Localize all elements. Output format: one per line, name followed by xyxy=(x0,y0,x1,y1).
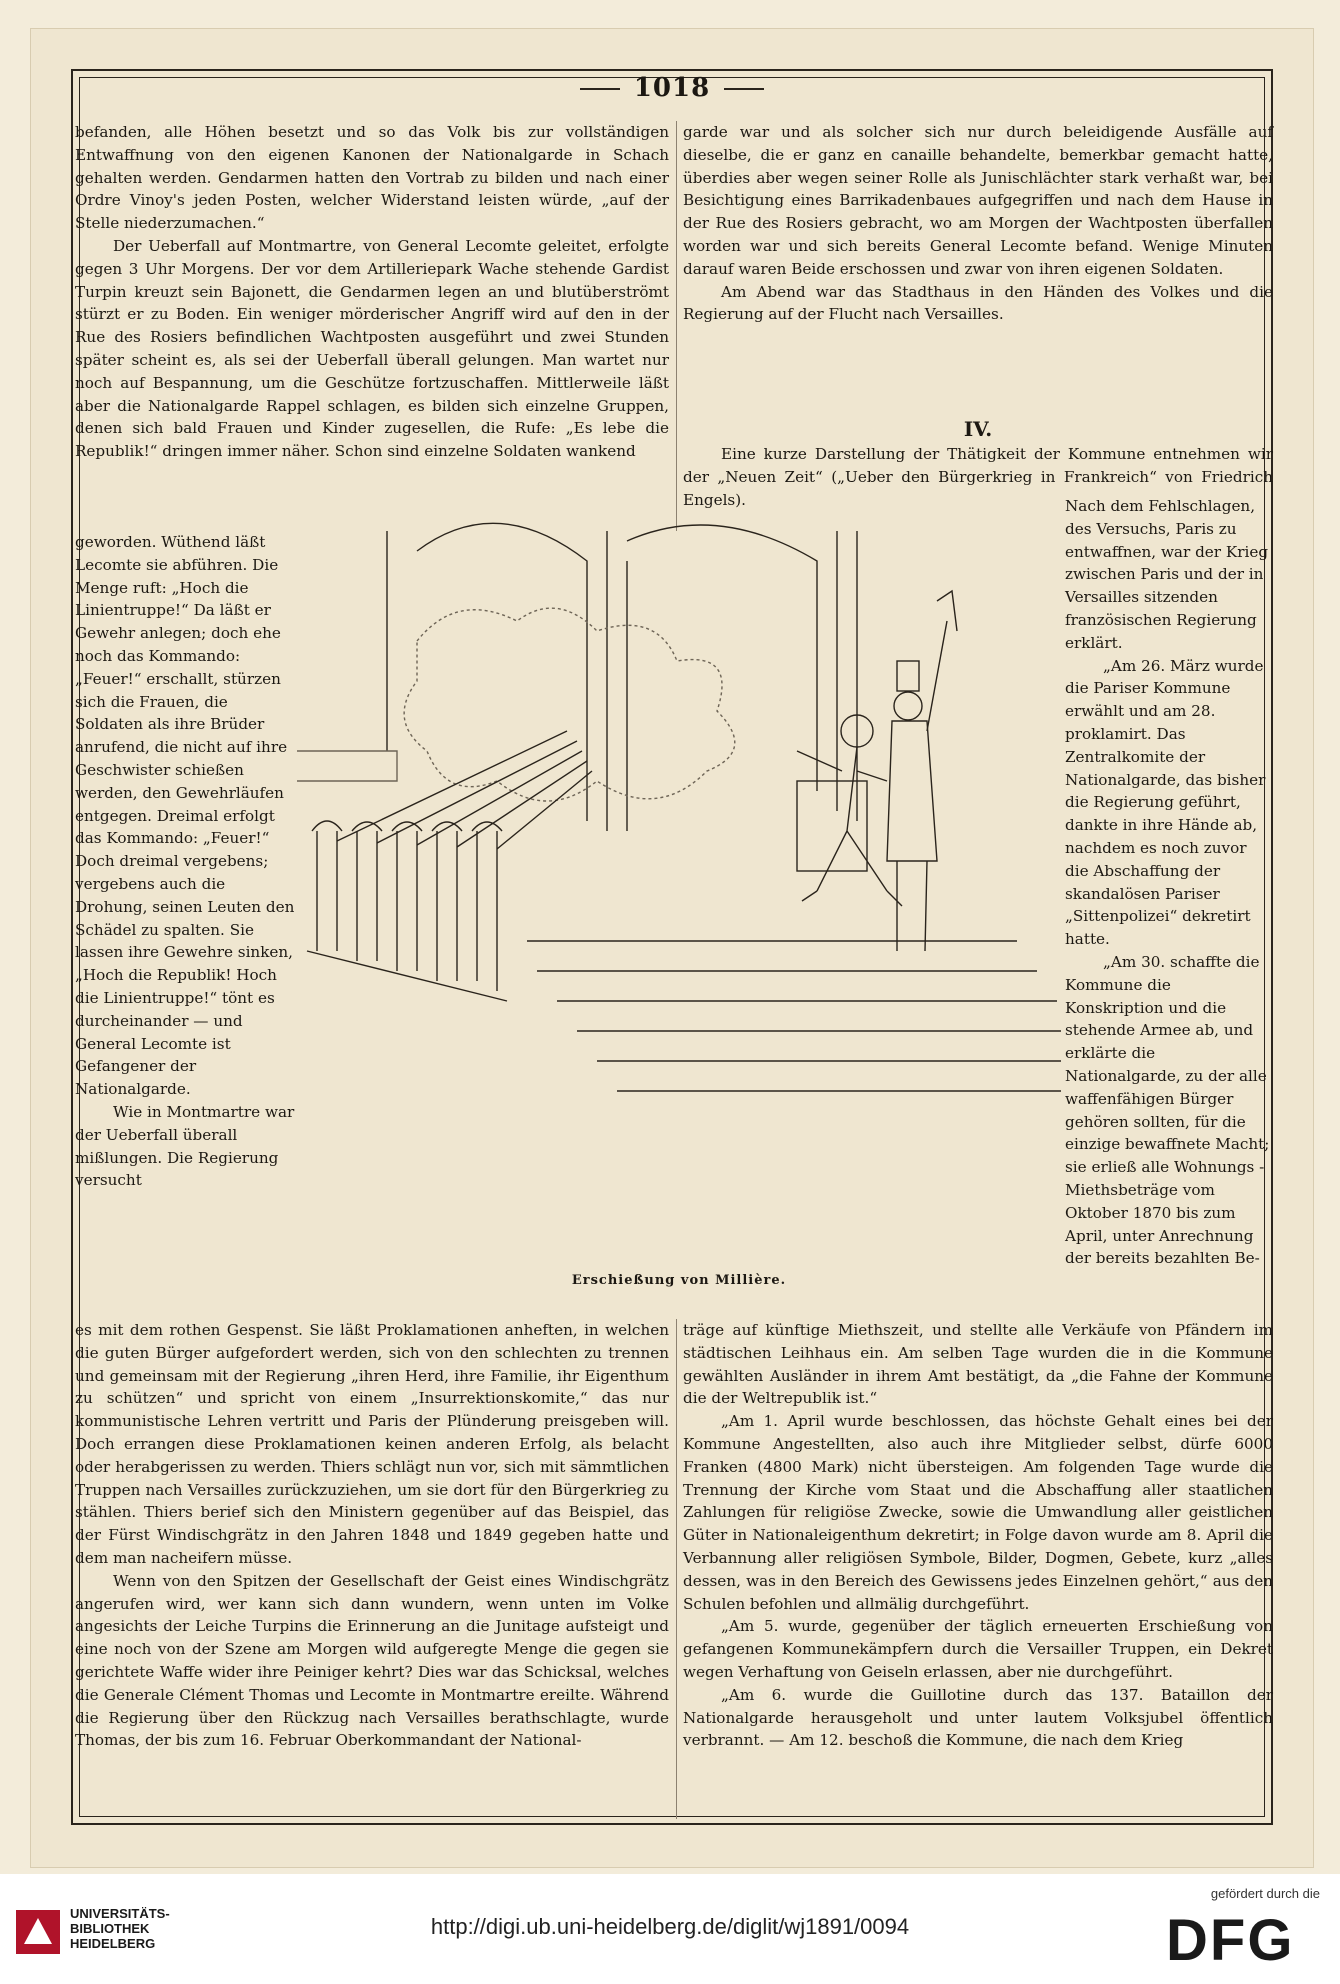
paragraph: Am Abend war das Stadthaus in den Händen des Volkes und die Regierung auf der Flucht nach Versailles. xyxy=(683,282,1273,324)
left-column-narrow xyxy=(75,531,295,1317)
paragraph-lead: Nach dem Fehlschlagen, des Versuchs, Paris zu entwaffnen, xyxy=(1065,497,1256,561)
dfg-logo-text: DFG xyxy=(1166,1908,1295,1973)
library-line-3: HEIDELBERG xyxy=(70,1936,156,1951)
digitization-footer xyxy=(0,1874,1340,1984)
paragraph: „Am 26. März wurde die Pariser Kommune erwählt und am 28. proklamirt. Das Zentralkomite der Nationalgarde, das bisher die Regierung geführt, dankte in ihre Hände ab, nachdem es noch zuvor die Abschaffung der skandalösen Pariser „Sittenpolizei“ dekretirt hatte. xyxy=(1065,656,1266,949)
funded-by-label: gefördert durch die xyxy=(1210,1886,1320,1901)
header-rule-right xyxy=(724,88,764,90)
paragraph: geworden. Wüthend läßt Lecomte sie abführen. Die Menge ruft: „Hoch die Linientruppe!“ Da läßt er Gewehr anlegen; doch ehe noch das Kommando: „Feuer!“ erschallt, stürzen sich die Frauen, die Soldaten als ihre Brüder anrufend, die nicht auf ihre Geschwister schießen werden, den Gewehrläufen entgegen. Dreimal erfolgt das Kommando: „Feuer!“ Doch dreimal vergebens; vergebens auch die Drohung, seinen Leuten den Schädel zu spalten. Sie lassen ihre Gewehre sinken, „Hoch die Republik! Hoch die Linientruppe!“ tönt es durcheinander — und General Lecomte ist Gefangener der Nationalgarde. xyxy=(75,533,295,1099)
right-column-bottom xyxy=(683,1319,1273,1819)
section-iv xyxy=(683,417,1273,509)
right-column-narrow xyxy=(1065,495,1273,1319)
paragraph: befanden, alle Höhen besetzt und so das Volk bis zur vollständigen Entwaffnung von den eigenen Kanonen der Nationalgarde in Schach gehalten werden. Gendarmen hatten den Vortrab zu bilden und nach einer Ordre Vinoy's jeden Posten, welcher Widerstand leisten würde, „auf der Stelle niederzumachen.“ xyxy=(75,123,669,233)
paragraph: Wie in Montmartre war der Ueberfall überall mißlungen. Die Regierung versucht xyxy=(75,1102,295,1190)
paragraph: Wenn von den Spitzen der Gesellschaft der Geist eines Windischgrätz angerufen wird, wer kann sich dann wundern, wenn unten im Volke angesichts der Leiche Turpins die Erinnerung an die Junitage aufsteigt und eine noch von der Szene am Morgen wild aufgeregte Menge die gegen sie gerichtete Waffe wider ihre Peiniger kehrt? Dies war das Schicksal, welches die Generale Clément Thomas und Lecomte in Montmartre ereilte. Während die Regierung über den Rückzug nach Versailles berathschlagte, wurde Thomas, der bis zum 16. Februar Oberkommandant der National- xyxy=(75,1571,669,1750)
library-line-2: BIBLIOTHEK xyxy=(70,1921,150,1936)
journal-page xyxy=(30,28,1314,1868)
execution-illustration xyxy=(297,531,1061,1299)
paragraph: „Am 1. April wurde beschlossen, das höchste Gehalt eines bei der Kommune Angestellten, also auch ihre Mitglieder selbst, dürfe 6000 Franken (4800 Mark) nicht übersteigen. Am folgenden Tage wurde die Trennung der Kirche vom Staat und die Abschaffung aller staatlichen Zahlungen für religiöse Zwecke, sowie die Umwandlung aller geistlichen Güter in Nationaleigenthum dekretirt; in Folge davon wurde am 8. April die Verbannung aller religiösen Symbole, Bilder, Dogmen, Gebete, kurz „alles dessen, was in den Bereich des Gewissens jedes Einzelnen gehört,“ aus den Schulen befohlen und allmälig durchgeführt. xyxy=(683,1412,1273,1613)
header-rule-left xyxy=(580,88,620,90)
page-number-header xyxy=(31,73,1313,103)
section-title: IV. xyxy=(963,417,993,441)
paragraph: garde war und als solcher sich nur durch beleidigende Ausfälle auf dieselbe, die er ganz en canaille behandelte, bemerkbar gemacht hatte, überdies aber wegen seiner Rolle als Junischlächter stark verhaßt war, bei Besichtigung eines Barrikadenbaues aufgegriffen und nach dem Hause in der Rue des Rosiers gebracht, wo am Morgen der Wachtposten überfallen worden war und sich bereits General Lecomte befand. Wenige Minuten darauf waren Beide erschossen und zwar von ihren eigenen Soldaten. xyxy=(683,123,1273,278)
paragraph: Der Ueberfall auf Montmartre, von General Lecomte geleitet, erfolgte gegen 3 Uhr Morgens. Der vor dem Artilleriepark Wache stehende Gardist Turpin kreuzt sein Bajonett, die Gendarmen legen an und blutüberströmt stürzt er zu Boden. Ein weniger mörderischer Angriff wird auf den in der Rue des Rosiers befindlichen Wachtposten ausgeführt und zwei Stunden später scheint es, als sei der Ueberfall überall gelungen. Man wartet nur noch auf Bespannung, um die Geschütze fortzuschaffen. Mittlerweile läßt aber die Nationalgarde Rappel schlagen, es bilden sich einzelne Gruppen, denen sich bald Frauen und Kinder zugesellen, die Rufe: „Es lebe die Republik!“ dringen immer näher. Schon sind einzelne Soldaten wankend xyxy=(75,236,669,461)
dfg-logo-icon xyxy=(1166,1908,1316,1973)
paragraph: träge auf künftige Miethszeit, und stellte alle Verkäufe von Pfändern im städtischen Leihhaus ein. Am selben Tage wurden die in die Kommune gewählten Ausländer in ihrem Amt bestätigt, da „die Fahne der Kommune die der Weltrepublik ist.“ xyxy=(683,1321,1273,1408)
column-separator-top xyxy=(676,121,677,531)
paragraph-continuation xyxy=(1065,495,1273,655)
permalink-url[interactable]: http://digi.ub.uni-heidelberg.de/diglit/wj1891/0094 xyxy=(430,1914,910,1939)
paragraph: Eine kurze Darstellung der Thätigkeit der Kommune entnehmen wir der „Neuen Zeit“ („Ueber den Bürgerkrieg in Frankreich“ von Friedrich Engels). xyxy=(683,445,1273,509)
page-number: 1018 xyxy=(633,73,711,103)
paragraph: „Am 6. wurde die Guillotine durch das 137. Bataillon der Nationalgarde herausgeholt und unter lautem Volksjubel öffentlich verbrannt. — Am 12. beschoß die Kommune, die nach dem Krieg xyxy=(683,1685,1273,1750)
paragraph-tail: war der Krieg zwischen Paris und der in Versailles sitzenden französischen Regierung erklärt. xyxy=(1065,542,1269,652)
paragraph: es mit dem rothen Gespenst. Sie läßt Proklamationen anheften, in welchen die guten Bürger aufgefordert werden, sich von den schlechten zu trennen und gemeinsam mit der Regierung „ihren Herd, ihre Familie, ihr Eigenthum zu schützen“ und spricht von einem „Insurrektionskomite,“ das nur kommunistische Lehren vertritt und Paris der Plünderung preisgeben will. Doch errangen diese Proklamationen keinen anderen Erfolg, als belacht oder herabgerissen zu werden. Thiers schlägt nun vor, sich mit sämmtlichen Truppen nach Versailles zurückzuziehen, um sie dort für den Bürgerkrieg zu stählen. Thiers berief sich den Ministern gegenüber auf das Beispiel, das der Fürst Windischgrätz in den Jahren 1848 und 1849 gegeben hatte und dem man nacheifern müsse. xyxy=(75,1321,669,1567)
left-column-top xyxy=(75,121,669,531)
column-separator-bottom xyxy=(676,1319,677,1819)
paragraph: „Am 30. schaffte die Kommune die Konskription und die stehende Armee ab, und erklärte die Nationalgarde, zu der alle waffenfähigen Bürger gehören sollten, für die einzige bewaffnete Macht; sie erließ alle Wohnungs - Miethsbeträge vom Oktober 1870 bis zum April, unter Anrechnung der bereits bezahlten Be- xyxy=(1065,952,1270,1268)
left-column-bottom xyxy=(75,1319,669,1819)
library-line-1: UNIVERSITÄTS- xyxy=(70,1906,170,1921)
right-column-top xyxy=(683,121,1273,417)
paragraph: „Am 5. wurde, gegenüber der täglich erneuerten Erschießung von gefangenen Kommunekämpfern durch die Versailler Truppen, ein Dekret wegen Verhaftung von Geiseln erlassen, aber nie durchgeführt. xyxy=(683,1617,1273,1681)
illustration-caption: Erschießung von Millière. xyxy=(571,1273,787,1288)
